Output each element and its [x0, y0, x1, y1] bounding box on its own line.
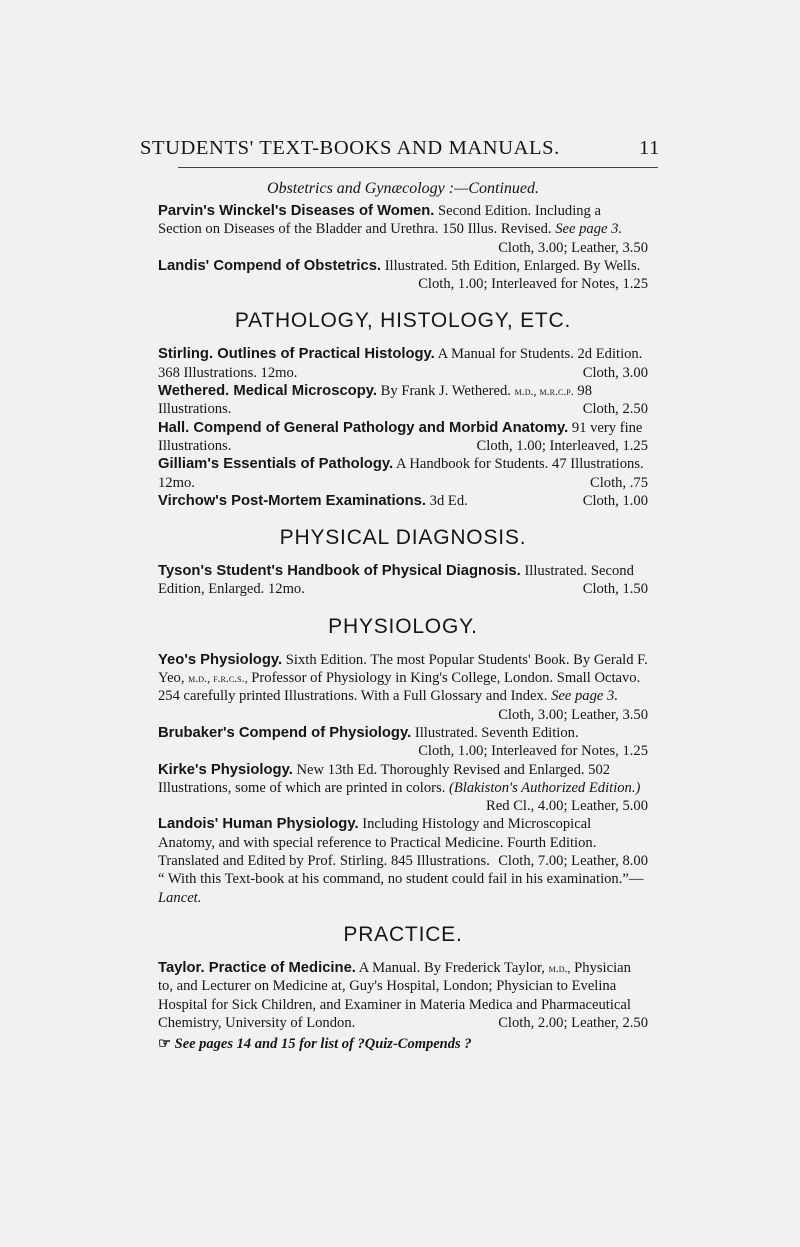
entry-title: Wethered. Medical Microscopy. — [158, 383, 377, 400]
entry-description: A Manual. By Frederick Taylor, — [358, 959, 545, 976]
section-heading-physical-diagnosis: PHYSICAL DIAGNOSIS. — [279, 526, 527, 550]
catalog-entry — [158, 382, 648, 419]
catalog-entry — [158, 815, 648, 870]
section-heading-practice: PRACTICE. — [343, 922, 463, 946]
catalog-entry — [158, 562, 648, 599]
entry-description: By Frank J. Wethered. — [380, 383, 511, 400]
entry-title: Kirke's Physiology. — [158, 761, 293, 778]
author-degrees: m.d., m.r.c.p. — [514, 384, 574, 399]
entry-description: Illustrated. Second Edition, Enlarged. 12mo. — [158, 563, 634, 598]
section-heading-pathology: PATHOLOGY, HISTOLOGY, ETC. — [234, 309, 572, 333]
entry-description: Professor of Physiology in King's College, London. Small Octavo. 254 carefully printed Illustrations. With a Full Glossary and Index. — [158, 670, 641, 705]
catalog-entry — [158, 455, 648, 492]
entry-price: Cloth, 3.00; Leather, 3.50 — [498, 706, 648, 723]
running-head — [140, 137, 660, 160]
entry-description: 91 very fine Illustrations. — [158, 419, 643, 454]
catalog-entry — [158, 761, 648, 816]
entry-price: Cloth, 2.00; Leather, 2.50 — [498, 1014, 648, 1031]
catalog-content — [158, 180, 648, 1053]
entry-description: Sixth Edition. The most Popular Students' Book. By Gerald F. Yeo, — [158, 651, 648, 687]
entry-title: Landis' Compend of Obstetrics. — [158, 257, 382, 274]
footer-note — [158, 1036, 648, 1053]
entry-title: Gilliam's Essentials of Pathology. — [158, 456, 394, 473]
catalog-entry — [158, 959, 648, 1032]
quote-source: Lancet. — [158, 889, 202, 906]
entry-title: Brubaker's Compend of Physiology. — [158, 724, 412, 741]
entry-price: Cloth, 2.50 — [582, 401, 648, 418]
section-heading-physiology: PHYSIOLOGY. — [328, 614, 478, 638]
quote-text: “ With this Text-book at his command, no student could fail in his examination.”— — [158, 871, 644, 888]
entry-price: Cloth, 7.00; Leather, 8.00 — [498, 853, 648, 870]
entry-title: Virchow's Post-Mortem Examinations. — [158, 492, 427, 509]
entry-description: Physician to, and Lecturer on Medicine at, Guy's Hospital, London; Physician to Evelina Hospital for Sick Children, and Examiner in Materia Medica and Pharmaceutical Chemistry, University of London. — [158, 959, 631, 1031]
catalog-entry — [158, 202, 648, 257]
entry-title: Yeo's Physiology. — [158, 651, 283, 668]
entry-see-page: See page 3. — [555, 221, 623, 238]
entry-title: Stirling. Outlines of Practical Histology. — [158, 346, 435, 363]
entry-title: Parvin's Winckel's Diseases of Women. — [158, 203, 435, 219]
entry-price: Cloth, 1.00; Interleaved for Notes, 1.25 — [418, 276, 648, 293]
catalog-entry — [158, 651, 648, 724]
entry-description: A Manual for Students. 2d Edition. 368 Illustrations. 12mo. — [158, 346, 643, 381]
entry-description: Including Histology and Microscopical Anatomy, and with special reference to Practical Medicine. Fourth Edition. Translated and Edited by Prof. Stirling. 845 Illustrations. — [158, 816, 597, 870]
entry-price: Cloth, 1.50 — [582, 581, 648, 598]
catalog-entry — [158, 724, 648, 761]
author-degrees: m.d., f.r.c.s., — [188, 671, 248, 686]
entry-price: Cloth, 1.00; Interleaved, 1.25 — [476, 437, 648, 454]
entry-description: New 13th Ed. Thoroughly Revised and Enlarged. 502 Illustrations, some of which are printed in colors. — [158, 761, 611, 796]
entry-price: Cloth, 1.00; Interleaved for Notes, 1.25 — [418, 743, 648, 760]
entry-description: A Handbook for Students. 47 Illustrations. 12mo. — [158, 456, 644, 491]
pointing-hand-icon: ☞ — [158, 1036, 171, 1053]
footer-text: See pages 14 and 15 for list of ?Quiz-Compends ? — [174, 1036, 472, 1053]
catalog-entry — [158, 257, 648, 294]
entry-price: Cloth, 3.00 — [582, 364, 648, 381]
review-quote — [158, 870, 648, 907]
entry-description: Second Edition. Including a Section on Diseases of the Bladder and Urethra. 150 Illus. Revised. — [158, 203, 601, 238]
entry-title: Taylor. Practice of Medicine. — [158, 959, 356, 976]
page-number: 11 — [639, 137, 660, 159]
entry-price: Cloth, 1.00 — [582, 492, 648, 509]
obstetrics-subhead: Obstetrics and Gynæcology :—Continued. — [267, 180, 539, 197]
catalog-entry — [158, 345, 648, 382]
entry-description: 3d Ed. — [429, 492, 468, 509]
entry-price: Cloth, .75 — [590, 474, 648, 491]
entry-see-page: See page 3. — [551, 688, 618, 705]
catalog-entry — [158, 419, 648, 456]
entry-title: Landois' Human Physiology. — [158, 816, 359, 833]
header-rule — [178, 167, 658, 168]
entry-edition-note: (Blakiston's Authorized Edition.) — [449, 779, 641, 796]
running-title: STUDENTS' TEXT-BOOKS AND MANUALS. — [140, 137, 560, 159]
entry-description: Illustrated. 5th Edition, Enlarged. By Wells. — [384, 257, 641, 274]
entry-description: Illustrated. Seventh Edition. — [414, 724, 579, 741]
catalog-entry — [158, 492, 648, 510]
entry-price: Red Cl., 4.00; Leather, 5.00 — [486, 798, 648, 815]
entry-title: Tyson's Student's Handbook of Physical Diagnosis. — [158, 563, 521, 580]
entry-price: Cloth, 3.00; Leather, 3.50 — [498, 239, 648, 256]
entry-description: 98 Illustrations. — [158, 383, 592, 418]
author-degrees: m.d., — [548, 960, 571, 975]
entry-title: Hall. Compend of General Pathology and Morbid Anatomy. — [158, 419, 569, 436]
